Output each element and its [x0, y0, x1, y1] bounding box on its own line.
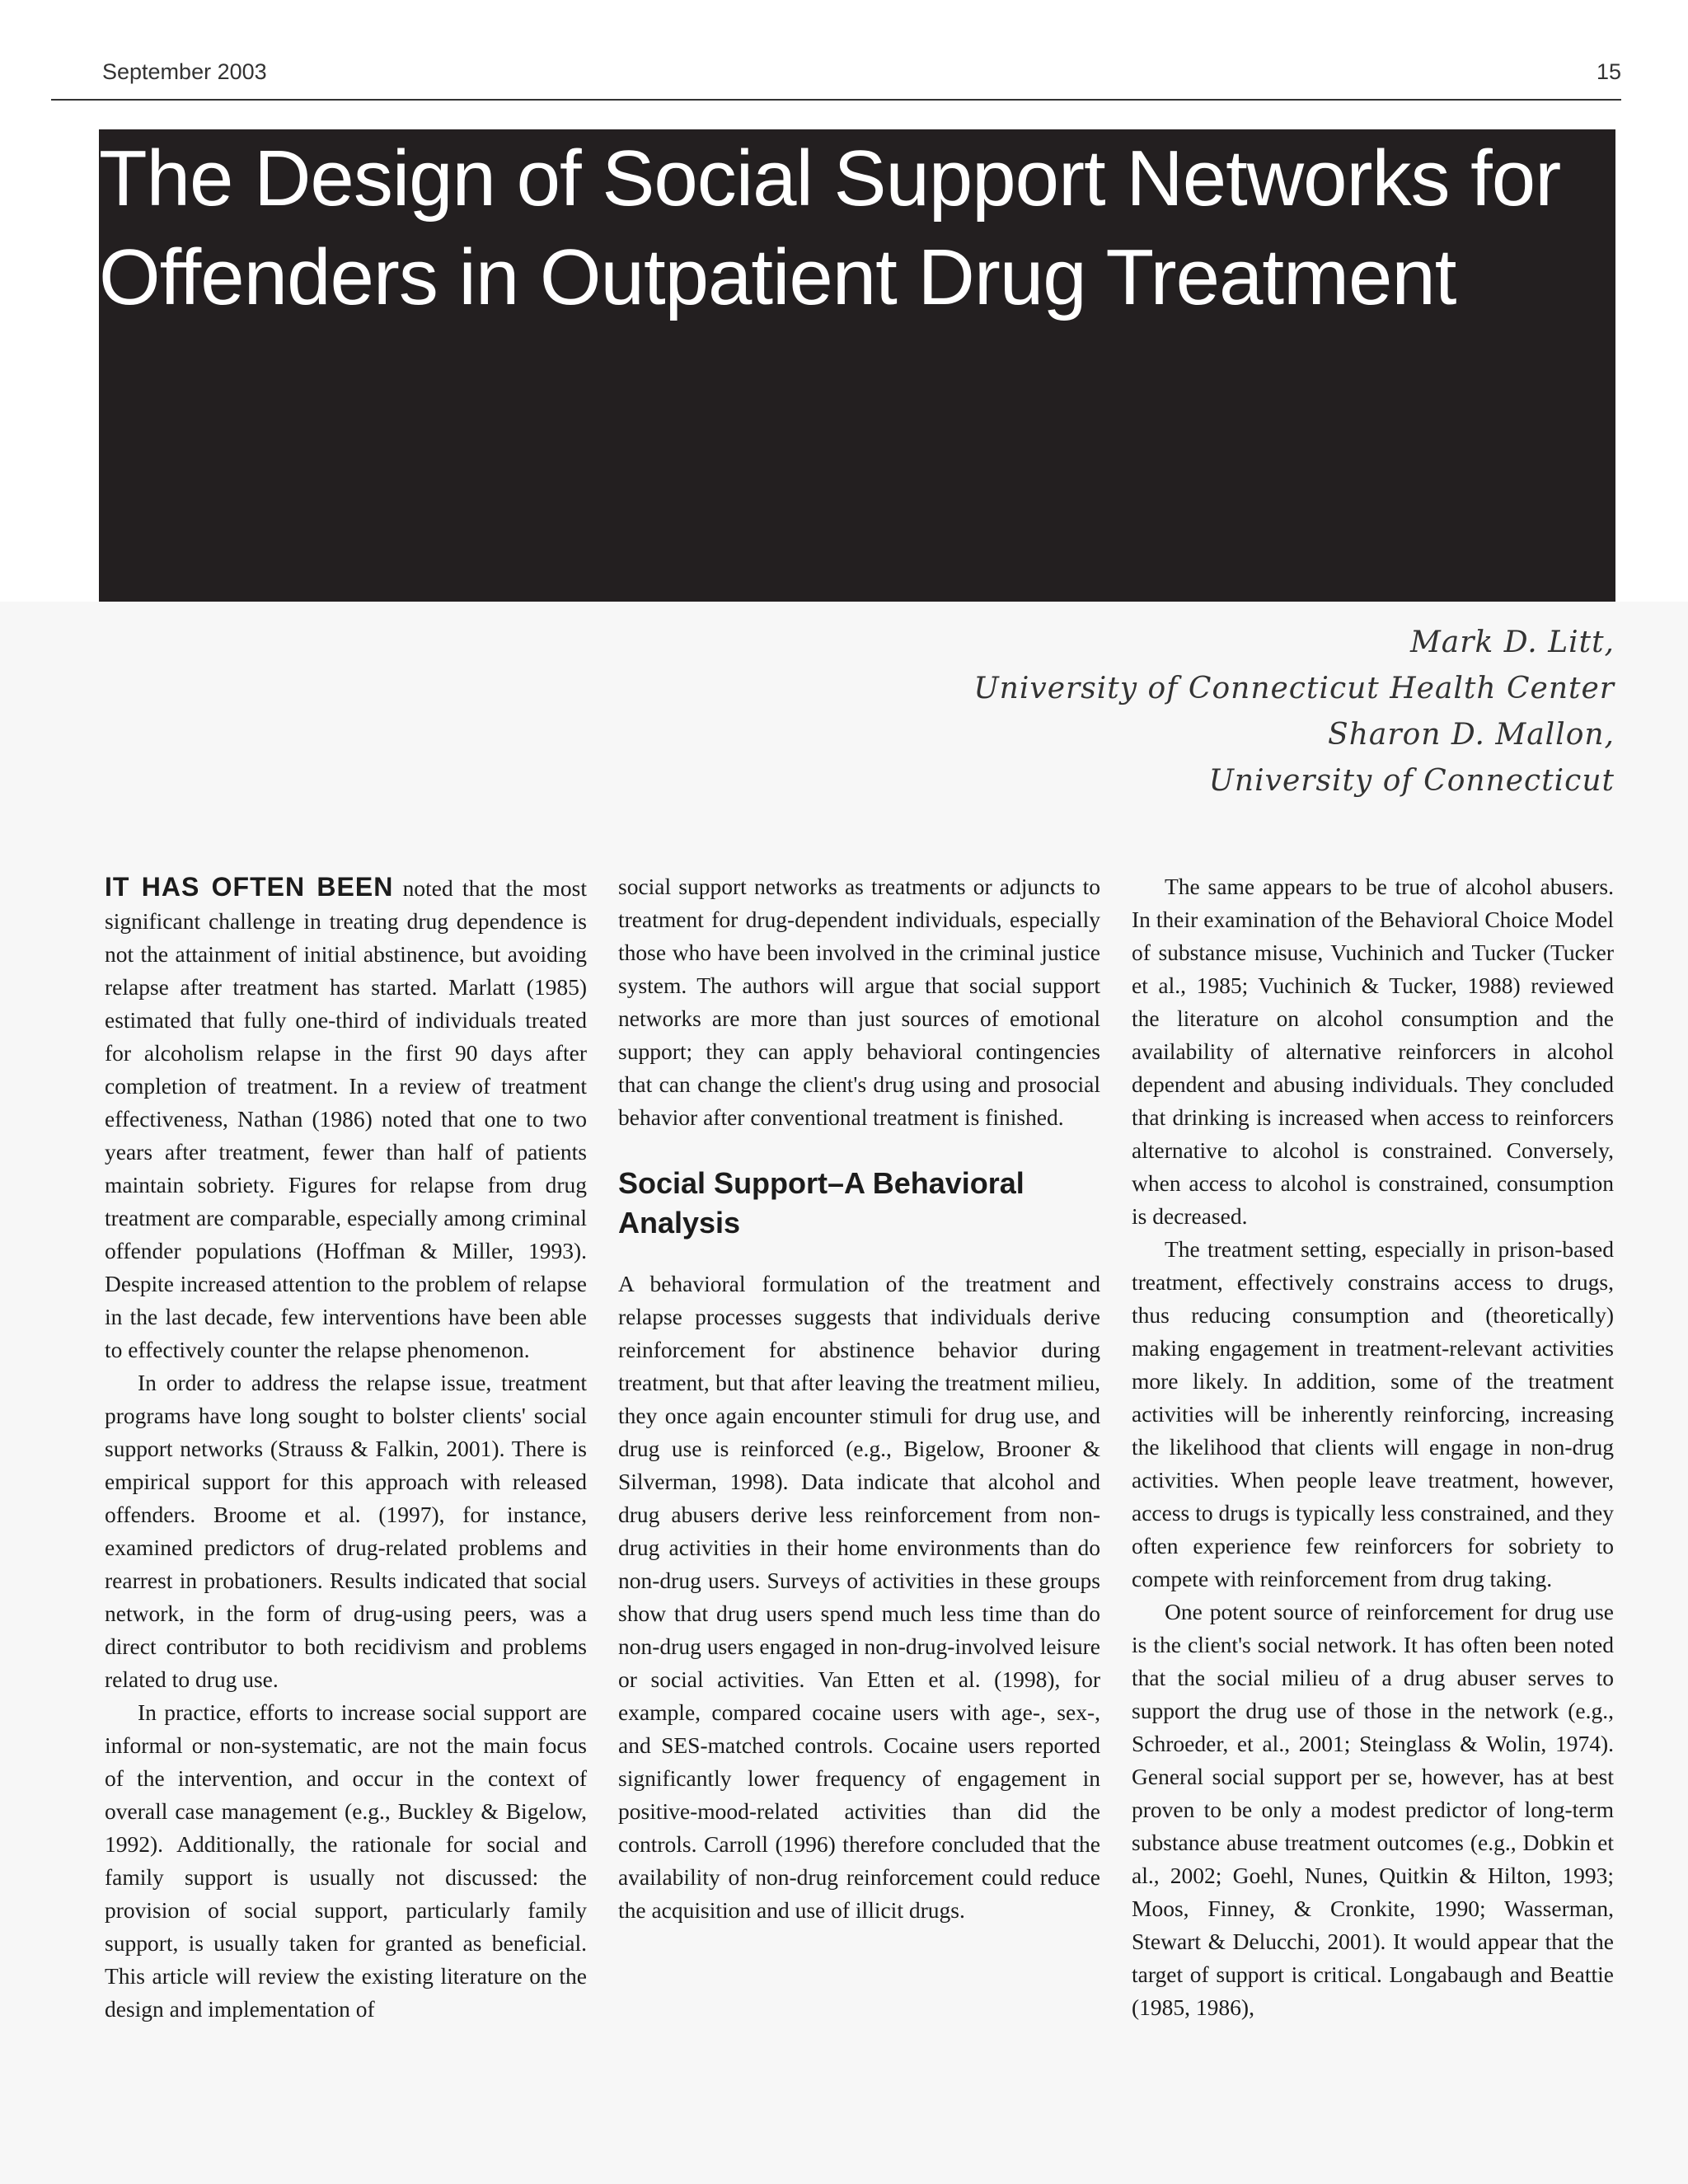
title-banner: [99, 129, 1615, 602]
article-title: The Design of Social Support Networks for Offenders in Outpatient Drug Treatment: [99, 134, 1561, 321]
running-head: [51, 0, 1621, 101]
issue-date: September 2003: [102, 59, 267, 84]
author-block: [973, 620, 1615, 804]
text-column-3: [1132, 870, 1614, 2024]
author-affiliation: University of Connecticut Health Center: [973, 672, 1615, 705]
paragraph-text: noted that the most significant challenge in treating drug dependence is not the attainment of initial abstinence, but avoiding relapse after treatment has started. Marlatt (1985) estimated that fully one-third of individuals treated for alcoholism relapse in the first 90 days after completion of treatment. In a review of treatment effectiveness, Nathan (1986) noted that one to two years after treatment, fewer than half of patients maintain sobriety. Figures for relapse from drug treatment are comparable, especially among criminal offender populations (Hoffman & Miller, 1993). Despite increased attention to the problem of relapse in the last decade, few interventions have been able to effectively counter the relapse phenomenon.: [105, 875, 587, 1362]
paragraph: One potent source of reinforcement for drug use is the client's social network. It has often been noted that the social milieu of a drug abuser serves to support the drug use of those in the network (e.g., Schroeder, et al., 2001; Steinglass & Wolin, 1974). General social support per se, however, has at best proven to be only a modest predictor of long-term substance abuse treatment outcomes (e.g., Dobkin et al., 2002; Goehl, Nunes, Quitkin & Hilton, 1993; Moos, Finney, & Cronkite, 1990; Wasserman, Stewart & Delucchi, 2001). It would appear that the target of support is critical. Longabaugh and Beattie (1985, 1986),: [1132, 1599, 1614, 2020]
page-number: 15: [1596, 59, 1621, 84]
text-column-1: [105, 870, 587, 2026]
paragraph: In practice, efforts to increase social support are informal or non-systematic, are not the main focus of the intervention, and occur in the context of overall case management (e.g., Buckley & Bigelow, 1992). Additionally, the rationale for social and family support is usually not discussed: the provision of social support, particularly family support, is usually taken for granted as beneficial. This article will review the existing literature on the design and implementation of: [105, 1699, 587, 2022]
paragraph: social support networks as treatments or adjuncts to treatment for drug-dependent individuals, especially those who have been involved in the criminal justice system. The authors will argue that social support networks are more than just sources of emotional support; they can apply behavioral contingencies that can change the client's drug using and prosocial behavior after conventional treatment is finished.: [618, 874, 1100, 1130]
paragraph: A behavioral formulation of the treatment and relapse processes suggests that individuals derive reinforcement for abstinence behavior during treatment, but that after leaving the treatment milieu, they once again encounter stimuli for drug use, and drug use is reinforced (e.g., Bigelow, Brooner & Silverman, 1998). Data indicate that alcohol and drug abusers derive less reinforcement from non-drug activities in their home environments than do non-drug users. Surveys of activities in these groups show that drug users spend much less time than do non-drug users engaged in non-drug-involved leisure or social activities. Van Etten et al. (1998), for example, compared cocaine users with age-, sex-, and SES-matched controls. Cocaine users reported significantly lower frequency of engagement in positive-mood-related activities than did the controls. Carroll (1996) therefore concluded that the availability of non-drug reinforcement could reduce the acquisition and use of illicit drugs.: [618, 1271, 1100, 1923]
text-column-2: [618, 870, 1100, 1927]
author-affiliation: University of Connecticut: [1208, 764, 1615, 798]
paragraph: The treatment setting, especially in prison-based treatment, effectively constrains access to drugs, thus reducing consumption and (theoretically) making engagement in treatment-relevant activities more likely. In addition, some of the treatment activities will be inherently reinforcing, increasing the likelihood that clients will engage in non-drug activities. When people leave treatment, however, access to drugs is typically less constrained, and they often experience few reinforcers for sobriety to compete with reinforcement from drug taking.: [1132, 1236, 1614, 1591]
paragraph: [105, 870, 587, 1366]
paragraph: In order to address the relapse issue, treatment programs have long sought to bolster clients' social support networks (Strauss & Falkin, 2001). There is empirical support for this approach with released offenders. Broome et al. (1997), for instance, examined predictors of drug-related problems and rearrest in probationers. Results indicated that social network, in the form of drug-using peers, was a direct contributor to both recidivism and problems related to drug use.: [105, 1370, 587, 1692]
paragraph: The same appears to be true of alcohol abusers. In their examination of the Behavioral Choice Model of substance misuse, Vuchinich and Tucker (Tucker et al., 1985; Vuchinich & Tucker, 1988) reviewed the literature on alcohol consumption and the availability of alternative reinforcers in alcohol dependent and abusing individuals. They concluded that drinking is increased when access to reinforcers alternative to alcohol is constrained. Conversely, when access to alcohol is constrained, consumption is decreased.: [1132, 874, 1614, 1229]
section-heading: Social Support–A Behavioral Analysis: [618, 1166, 1025, 1240]
lead-in-caps: IT HAS OFTEN BEEN: [105, 872, 394, 902]
author-name: Mark D. Litt,: [1409, 626, 1615, 659]
author-name: Sharon D. Mallon,: [1328, 718, 1615, 752]
